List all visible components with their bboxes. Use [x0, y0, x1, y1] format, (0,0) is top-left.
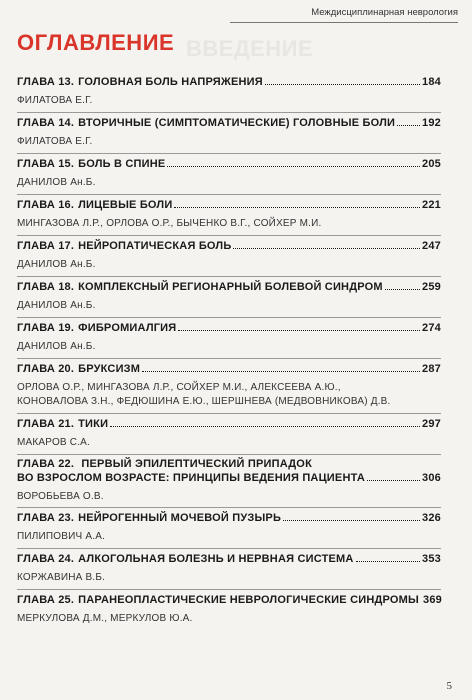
chapter-title: НЕЙРОГЕННЫЙ МОЧЕВОЙ ПУЗЫРЬ — [78, 512, 282, 524]
chapter-title: АЛКОГОЛЬНАЯ БОЛЕЗНЬ И НЕРВНАЯ СИСТЕМА — [78, 553, 354, 565]
toc-entry-17[interactable] — [17, 236, 441, 277]
chapter-title: ПАРАНЕОПЛАСТИЧЕСКИЕ НЕВРОЛОГИЧЕСКИЕ СИНДРОМЫ — [78, 594, 419, 606]
dot-leader — [385, 280, 420, 290]
chapter-title-continued: ВО ВЗРОСЛОМ ВОЗРАСТЕ: ПРИНЦИПЫ ВЕДЕНИЯ ПАЦИЕНТА — [17, 472, 365, 484]
page-ref: 259 — [422, 281, 441, 293]
chapter-authors: ФИЛАТОВА Е.Г. — [17, 136, 93, 147]
page-ref: 306 — [422, 472, 441, 484]
dot-leader — [367, 471, 420, 481]
page-number: 5 — [446, 680, 452, 692]
chapter-authors: МАКАРОВ С.А. — [17, 437, 91, 448]
page-ref: 297 — [422, 418, 441, 430]
chapter-authors: ПИЛИПОВИЧ А.А. — [17, 531, 106, 542]
chapter-title: ТИКИ — [78, 418, 109, 430]
toc-entry-18[interactable] — [17, 277, 441, 318]
running-header: Междисциплинарная неврология — [230, 4, 458, 23]
page-ref: 353 — [422, 553, 441, 565]
chapter-number: ГЛАВА 25. — [17, 594, 75, 606]
toc-list — [17, 72, 441, 631]
chapter-number: ГЛАВА 14. — [17, 117, 75, 129]
chapter-number: ГЛАВА 22. — [17, 458, 75, 470]
chapter-title: КОМПЛЕКСНЫЙ РЕГИОНАРНЫЙ БОЛЕВОЙ СИНДРОМ — [78, 281, 383, 293]
dot-leader — [265, 75, 420, 85]
toc-entry-13[interactable] — [17, 72, 441, 113]
toc-entry-19[interactable] — [17, 318, 441, 359]
chapter-authors: МИНГАЗОВА Л.Р., ОРЛОВА О.Р., БЫЧЕНКО В.Г., СОЙХЕР М.И. — [17, 218, 322, 229]
chapter-number: ГЛАВА 23. — [17, 512, 75, 524]
chapter-authors: ДАНИЛОВ Ан.Б. — [17, 341, 96, 352]
page-ref: 205 — [422, 158, 441, 170]
chapter-authors: ДАНИЛОВ Ан.Б. — [17, 177, 96, 188]
toc-entry-16[interactable] — [17, 195, 441, 236]
toc-title: ОГЛАВЛЕНИЕ — [17, 30, 175, 55]
chapter-number: ГЛАВА 24. — [17, 553, 75, 565]
page-ref: 221 — [422, 199, 441, 211]
chapter-number: ГЛАВА 13. — [17, 76, 75, 88]
toc-entry-23[interactable] — [17, 508, 441, 549]
chapter-authors: ОРЛОВА О.Р., МИНГАЗОВА Л.Р., СОЙХЕР М.И., АЛЕКСЕЕВА А.Ю., — [17, 382, 341, 393]
chapter-title: ЛИЦЕВЫЕ БОЛИ — [78, 199, 173, 211]
toc-entry-24[interactable] — [17, 549, 441, 590]
toc-entry-21[interactable] — [17, 414, 441, 455]
chapter-number: ГЛАВА 17. — [17, 240, 75, 252]
page-ref: 274 — [422, 322, 441, 334]
dot-leader — [142, 362, 420, 372]
dot-leader — [397, 116, 420, 126]
chapter-authors-continued: КОНОВАЛОВА З.Н., ФЕДЮШИНА Е.Ю., ШЕРШНЕВА (МЕДВОВНИКОВА) Д.В. — [17, 396, 391, 407]
chapter-number: ГЛАВА 20. — [17, 363, 75, 375]
chapter-number: ГЛАВА 19. — [17, 322, 75, 334]
chapter-number: ГЛАВА 16. — [17, 199, 75, 211]
page-ref: 192 — [422, 117, 441, 129]
toc-entry-15[interactable] — [17, 154, 441, 195]
toc-entry-20[interactable] — [17, 359, 441, 414]
page-ref: 247 — [422, 240, 441, 252]
page-ref: 184 — [422, 76, 441, 88]
chapter-title: ВТОРИЧНЫЕ (СИМПТОМАТИЧЕСКИЕ) ГОЛОВНЫЕ БОЛИ — [78, 117, 396, 129]
faded-background-heading: ВВЕДЕНИЕ — [186, 36, 314, 61]
chapter-title: БРУКСИЗМ — [78, 363, 141, 375]
chapter-authors: КОРЖАВИНА В.Б. — [17, 572, 106, 583]
dot-leader — [174, 198, 420, 208]
dot-leader — [178, 321, 420, 331]
chapter-number: ГЛАВА 18. — [17, 281, 75, 293]
dot-leader — [356, 552, 421, 562]
dot-leader — [233, 239, 420, 249]
toc-entry-14[interactable] — [17, 113, 441, 154]
toc-entry-22[interactable] — [17, 455, 441, 508]
dot-leader — [110, 417, 420, 427]
page-ref: 287 — [422, 363, 441, 375]
chapter-number: ГЛАВА 15. — [17, 158, 75, 170]
chapter-number: ГЛАВА 21. — [17, 418, 75, 430]
dot-leader — [167, 157, 420, 167]
chapter-authors: МЕРКУЛОВА Д.М., МЕРКУЛОВ Ю.А. — [17, 613, 193, 624]
chapter-title: ГОЛОВНАЯ БОЛЬ НАПРЯЖЕНИЯ — [78, 76, 263, 88]
page-ref: 369 — [423, 594, 442, 606]
dot-leader — [283, 511, 420, 521]
chapter-title: ПЕРВЫЙ ЭПИЛЕПТИЧЕСКИЙ ПРИПАДОК — [81, 458, 312, 470]
chapter-authors: ВОРОБЬЕВА О.В. — [17, 491, 104, 502]
chapter-title: НЕЙРОПАТИЧЕСКАЯ БОЛЬ — [78, 240, 232, 252]
chapter-authors: ДАНИЛОВ Ан.Б. — [17, 300, 96, 311]
chapter-title: ФИБРОМИАЛГИЯ — [78, 322, 177, 334]
chapter-title: БОЛЬ В СПИНЕ — [78, 158, 166, 170]
toc-entry-25[interactable] — [17, 590, 441, 631]
page-ref: 326 — [422, 512, 441, 524]
chapter-authors: ФИЛАТОВА Е.Г. — [17, 95, 93, 106]
chapter-authors: ДАНИЛОВ Ан.Б. — [17, 259, 96, 270]
